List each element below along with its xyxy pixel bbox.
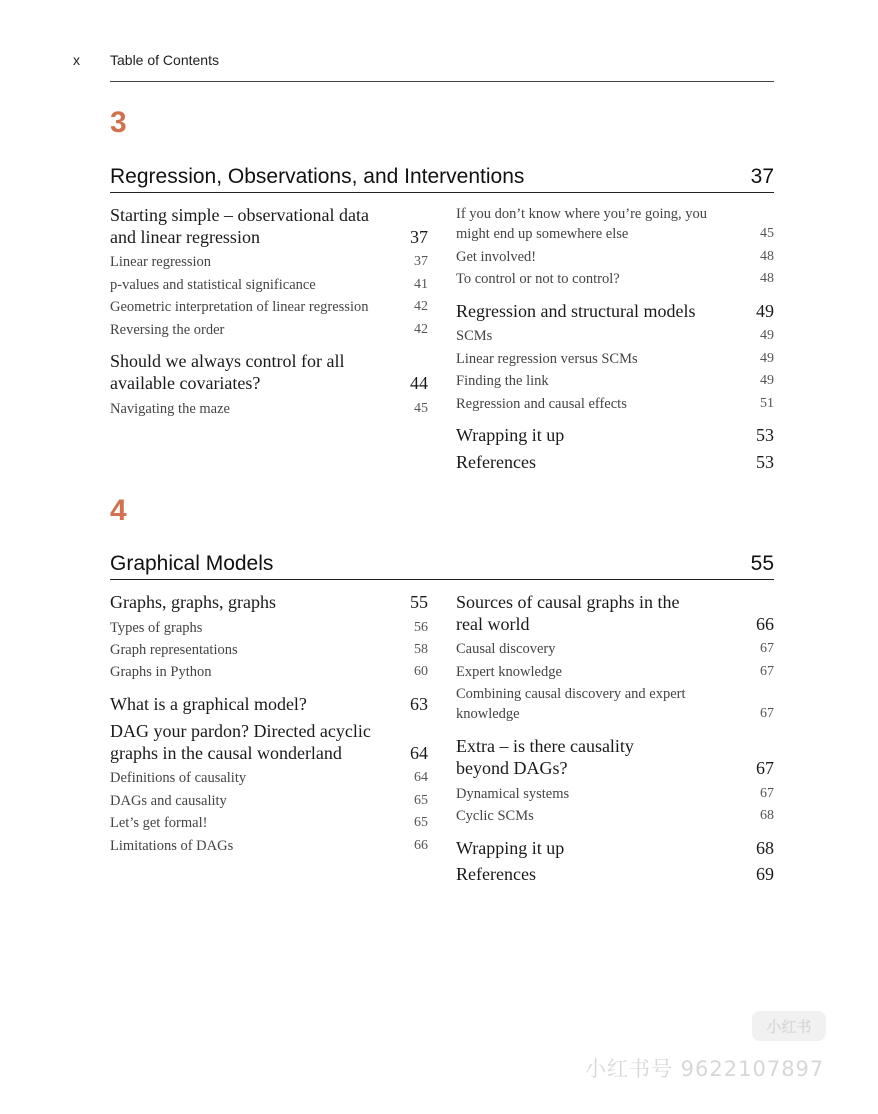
- toc-entry[interactable]: [456, 269, 774, 289]
- toc-entry-title: Starting simple – observational data and linear regression: [110, 205, 369, 247]
- toc-entry-page: 58: [414, 642, 428, 657]
- toc-entry[interactable]: [456, 204, 774, 244]
- toc-entry[interactable]: [110, 813, 428, 833]
- toc-entry-title: References: [456, 452, 536, 472]
- toc-entry[interactable]: [456, 837, 774, 859]
- toc-entry-page: 49: [760, 351, 774, 366]
- toc-entry-title: DAG your pardon? Directed acyclic graphs in the causal wonderland: [110, 721, 371, 763]
- toc-entry-title: Let’s get formal!: [110, 815, 208, 831]
- toc-entry-page: 45: [414, 401, 428, 416]
- toc-entry-page: 69: [756, 864, 774, 884]
- toc-entry-page: 53: [756, 452, 774, 472]
- toc-entry-title: Definitions of causality: [110, 770, 247, 786]
- toc-entry[interactable]: [110, 275, 428, 295]
- toc-entry-title: Combining causal discovery and expert knowledge: [456, 686, 686, 722]
- toc-entry-title: Graphs, graphs, graphs: [110, 592, 276, 612]
- toc-entry-page: 49: [760, 373, 774, 388]
- toc-entry-page: 42: [414, 299, 428, 314]
- toc-entry-page: 49: [756, 301, 774, 321]
- toc-entry-page: 65: [414, 793, 428, 808]
- toc-entry[interactable]: [110, 297, 428, 317]
- toc-entry-page: 64: [410, 743, 428, 763]
- toc-entry-title: Regression and structural models: [456, 301, 696, 321]
- toc-entry-page: 41: [414, 277, 428, 292]
- toc-entry-title: Get involved!: [456, 249, 537, 265]
- toc-entry-page: 53: [756, 425, 774, 445]
- toc-entry-title: Dynamical systems: [456, 786, 570, 802]
- toc-entry-title: Geometric interpretation of linear regression: [110, 299, 369, 315]
- toc-entry-page: 67: [760, 664, 774, 679]
- toc-entry[interactable]: [110, 662, 428, 682]
- toc-entry-title: Linear regression: [110, 254, 212, 270]
- toc-entry-page: 67: [756, 758, 774, 778]
- toc-entry[interactable]: [110, 640, 428, 660]
- toc-entry[interactable]: [110, 350, 428, 394]
- toc-entry-page: 48: [760, 249, 774, 264]
- toc-entry-page: 51: [760, 396, 774, 411]
- toc-entry-title: Should we always control for all available covariates?: [110, 351, 345, 393]
- toc-entry-page: 66: [756, 614, 774, 634]
- toc-entry-title: Finding the link: [456, 373, 549, 389]
- toc-entry-page: 55: [410, 592, 428, 612]
- toc-entry[interactable]: [456, 735, 774, 779]
- toc-entry[interactable]: [110, 720, 428, 764]
- toc-entry[interactable]: [110, 320, 428, 340]
- toc-entry-page: 67: [760, 706, 774, 721]
- toc-entry-page: 56: [414, 620, 428, 635]
- toc-entry-page: 68: [760, 808, 774, 823]
- toc-entry-title: Causal discovery: [456, 641, 556, 657]
- chapter-number: 3: [110, 106, 127, 139]
- toc-entry-title: To control or not to control?: [456, 271, 620, 287]
- chapter-title: Graphical Models: [110, 552, 274, 575]
- toc-entry-title: Cyclic SCMs: [456, 808, 534, 824]
- toc-entry[interactable]: [456, 784, 774, 804]
- toc-entry-title: Sources of causal graphs in the real world: [456, 592, 680, 634]
- toc-entry[interactable]: [110, 204, 428, 248]
- watermark-text: 小红书号 9622107897: [585, 1057, 825, 1081]
- toc-entry[interactable]: [456, 639, 774, 659]
- chapter-title: Regression, Observations, and Interventions: [110, 165, 525, 188]
- toc-entry-title: Graph representations: [110, 642, 238, 658]
- toc-entry[interactable]: [456, 394, 774, 414]
- toc-entry-page: 67: [760, 786, 774, 801]
- toc-entry[interactable]: [456, 806, 774, 826]
- toc-entry-page: 66: [414, 838, 428, 853]
- toc-entry-page: 45: [760, 226, 774, 241]
- toc-entry[interactable]: [110, 791, 428, 811]
- toc-entry[interactable]: [456, 451, 774, 473]
- toc-entry-title: SCMs: [456, 328, 493, 344]
- toc-entry-title: Types of graphs: [110, 620, 203, 636]
- toc-entry-page: 37: [414, 254, 428, 269]
- toc-entry-title: Linear regression versus SCMs: [456, 351, 638, 367]
- toc-entry[interactable]: [456, 247, 774, 267]
- toc-entry-page: 65: [414, 815, 428, 830]
- chapter-rule: [110, 192, 774, 193]
- chapter-page: 37: [750, 165, 774, 188]
- toc-entry-page: 68: [756, 838, 774, 858]
- toc-entry-title: References: [456, 864, 536, 884]
- toc-entry[interactable]: [110, 768, 428, 788]
- toc-entry[interactable]: [110, 399, 428, 419]
- toc-entry-title: Limitations of DAGs: [110, 838, 234, 854]
- toc-entry-page: 44: [410, 373, 428, 393]
- toc-entry[interactable]: [456, 591, 774, 635]
- toc-entry[interactable]: [456, 684, 774, 724]
- chapter-number: 4: [110, 494, 127, 527]
- page-number: x: [73, 52, 80, 68]
- toc-entry-page: 67: [760, 641, 774, 656]
- toc-entry-title: If you don’t know where you’re going, you might end up somewhere else: [456, 206, 708, 242]
- toc-entry[interactable]: [110, 591, 428, 613]
- toc-entry[interactable]: [456, 300, 774, 322]
- running-header: Table of Contents: [110, 52, 219, 68]
- toc-entry-page: 64: [414, 770, 428, 785]
- toc-entry[interactable]: [456, 326, 774, 346]
- toc-entry-title: Wrapping it up: [456, 425, 565, 445]
- toc-entry[interactable]: [456, 662, 774, 682]
- toc-entry-title: Regression and causal effects: [456, 396, 627, 412]
- toc-entry-title: Extra – is there causality beyond DAGs?: [456, 736, 634, 778]
- header-rule: [110, 81, 774, 82]
- toc-entry[interactable]: [110, 252, 428, 272]
- toc-entry-title: Reversing the order: [110, 322, 225, 338]
- toc-entry[interactable]: [110, 836, 428, 856]
- toc-entry-title: Navigating the maze: [110, 401, 230, 417]
- toc-entry-page: 48: [760, 271, 774, 286]
- toc-entry[interactable]: [110, 618, 428, 638]
- toc-entry[interactable]: [456, 424, 774, 446]
- toc-entry-page: 60: [414, 664, 428, 679]
- toc-entry-title: What is a graphical model?: [110, 694, 307, 714]
- toc-entry-page: 63: [410, 694, 428, 714]
- toc-entry-title: p-values and statistical significance: [110, 277, 316, 293]
- toc-entry-page: 49: [760, 328, 774, 343]
- toc-entry[interactable]: [456, 371, 774, 391]
- chapter-rule: [110, 579, 774, 580]
- chapter-page: 55: [750, 552, 774, 575]
- toc-entry[interactable]: [110, 693, 428, 715]
- toc-entry-title: Graphs in Python: [110, 664, 212, 680]
- toc-entry-page: 37: [410, 227, 428, 247]
- toc-entry-title: DAGs and causality: [110, 793, 227, 809]
- toc-entry[interactable]: [456, 863, 774, 885]
- watermark-badge: 小红书: [752, 1011, 826, 1041]
- toc-entry-title: Wrapping it up: [456, 838, 565, 858]
- toc-entry[interactable]: [456, 349, 774, 369]
- toc-entry-page: 42: [414, 322, 428, 337]
- toc-entry-title: Expert knowledge: [456, 664, 562, 680]
